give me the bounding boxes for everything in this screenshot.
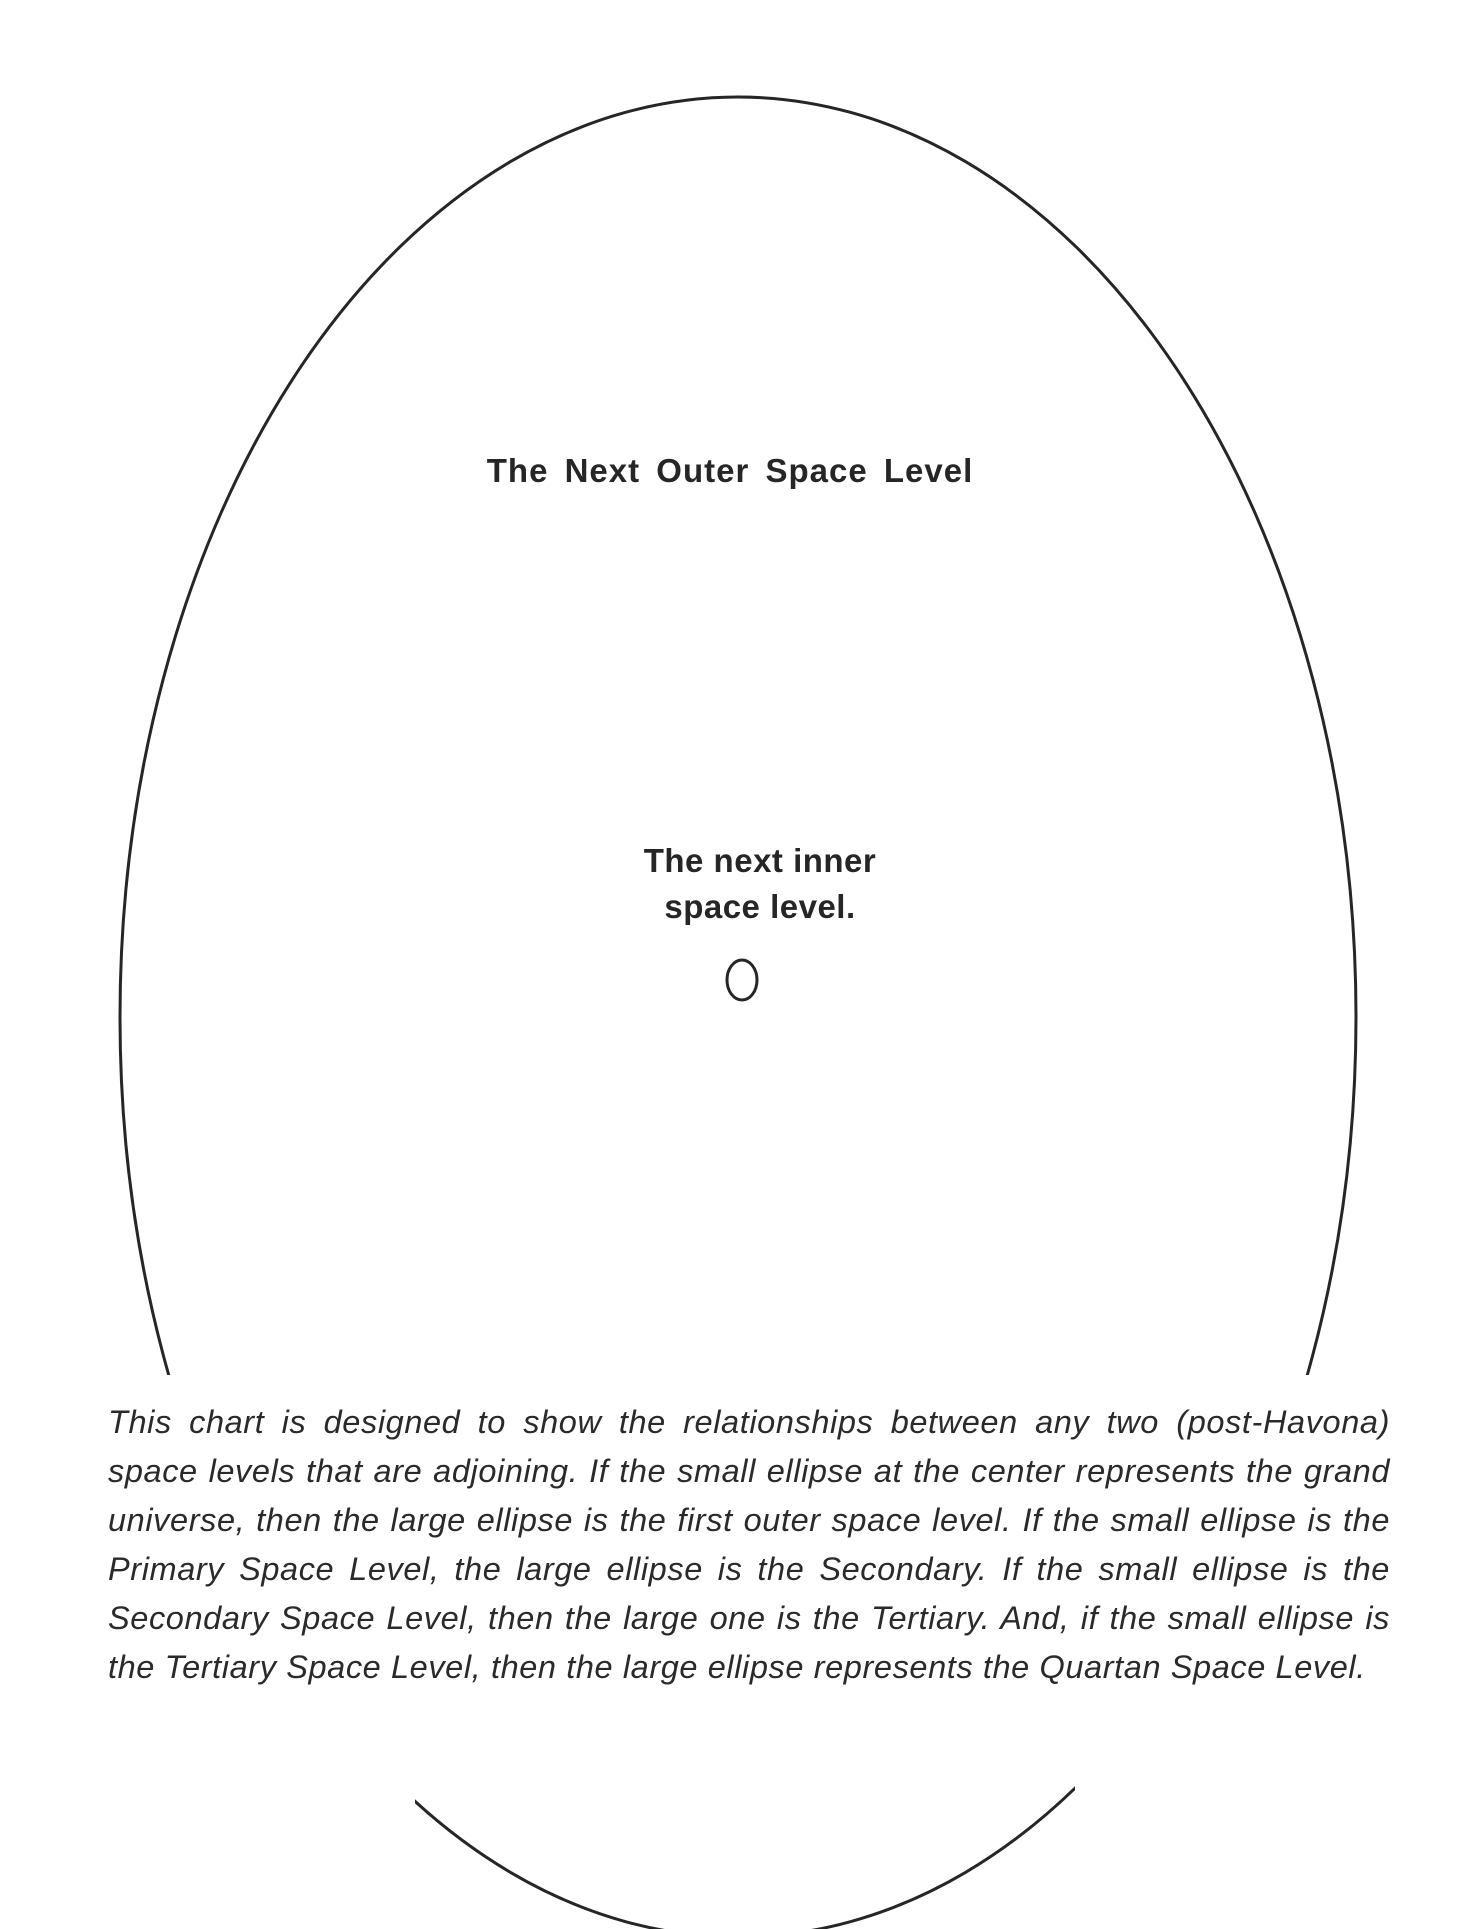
- inner-ellipse: [727, 960, 757, 1000]
- chart-caption: This chart is designed to show the relationships between any two (post-Havona) space levels that are adjoining. If the small ellipse at the center represents the grand universe, then the large ellipse is the first outer space level. If the small ellipse is the Primary Space Level, the large ellipse is the Secondary. If the small ellipse is the Secondary Space Level, then the large one is the Tertiary. And, if the small ellipse is the Tertiary Space Level, then the large ellipse represents the Quartan Space Level.: [108, 1404, 1390, 1685]
- inner-label-line-1: The next inner: [643, 842, 877, 879]
- inner-label-line-2: space level.: [664, 888, 856, 925]
- outer-space-level-label: The Next Outer Space Level: [486, 452, 974, 489]
- inner-space-level-label: [560, 838, 960, 930]
